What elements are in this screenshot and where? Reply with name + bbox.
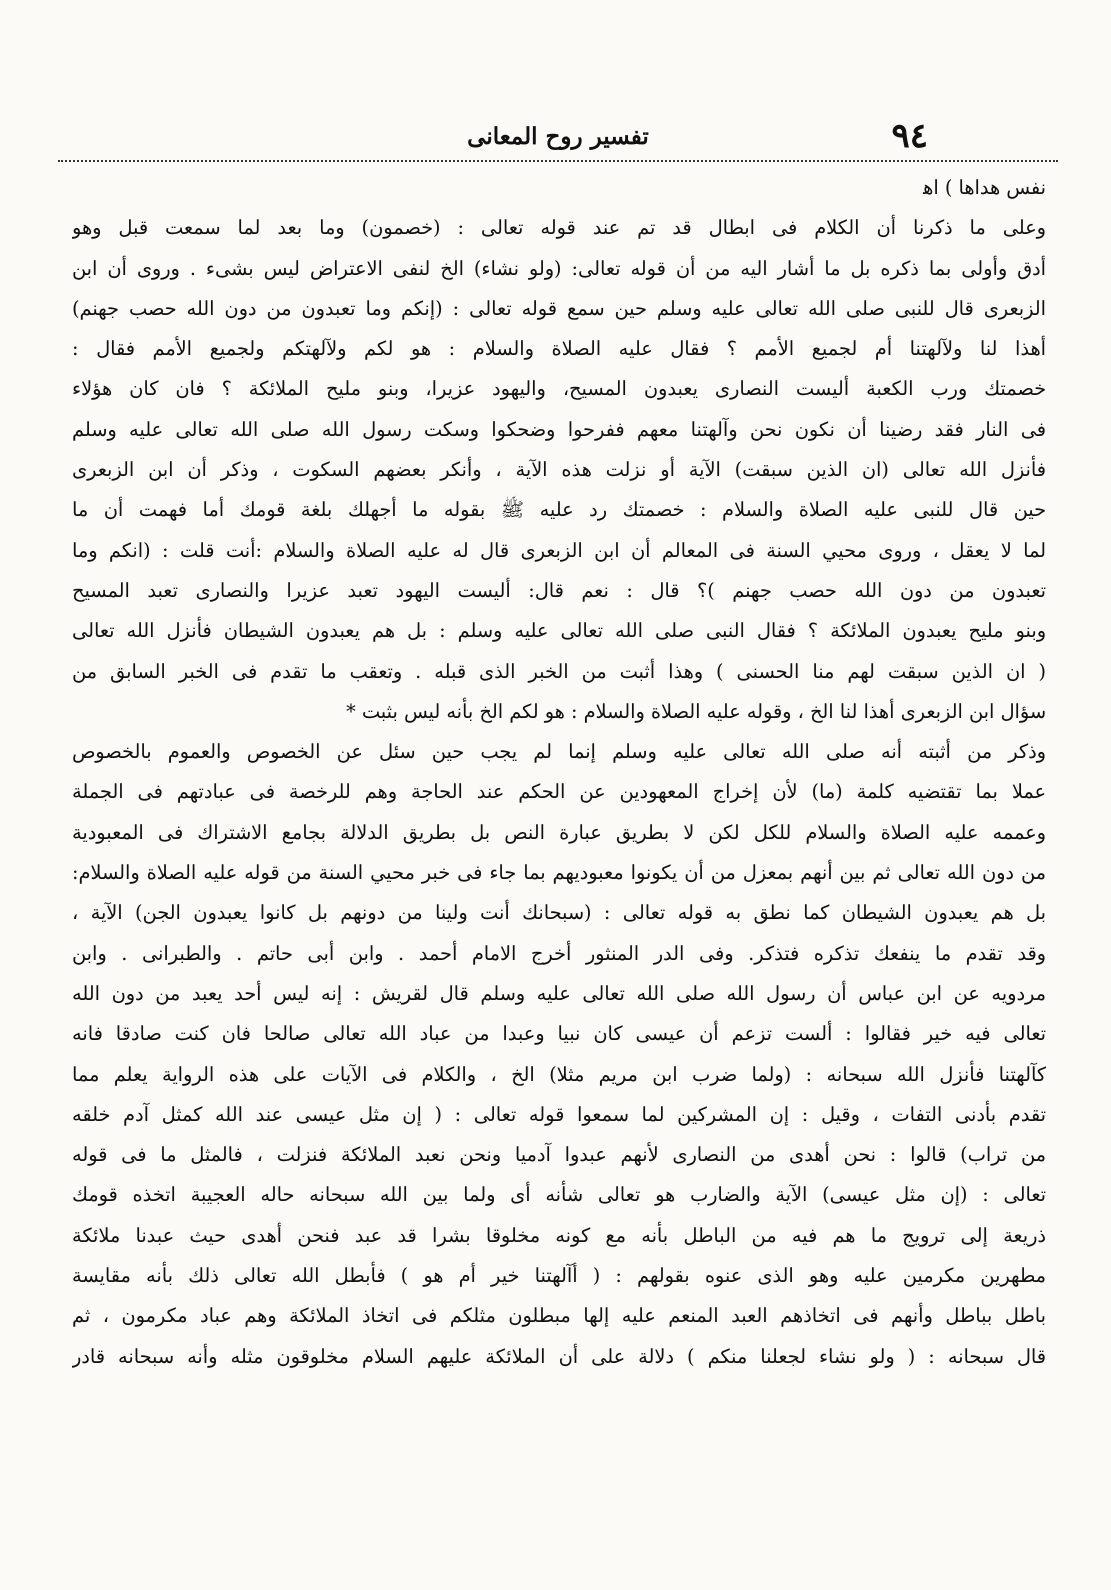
text-line: وذكر من أثبته أنه صلى الله تعالى عليه وسلم إنما لم يجب حين سئل عن الخصوص والعموم بالخصوص: [72, 740, 1046, 764]
text-line: بل هم يعبدون الشيطان كما نطق به قوله تعالى : (سبحانك أنت ولينا من دونهم بل كانوا يعبدون الجن) الآية ،: [72, 901, 1046, 925]
page-header: [58, 116, 1058, 160]
text-line: حين قال للنبى عليه الصلاة والسلام : خصمتك رد عليه ﷺ بقوله ما أجهلك بلغة قومك أما فهمت أن ما: [72, 498, 1046, 522]
text-line: وقد تقدم ما ينفعك تذكره فتذكر. وفى الدر المنثور أخرج الامام أحمد . وابن أبى حاتم . والطبرانى . وابن: [72, 941, 1046, 965]
text-line: نفس هداها ) اه‍: [923, 176, 1046, 199]
text-line: من تراب) قالوا : نحن أهدى من النصارى لأنهم عبدوا آدميا ونحن نعبد الملائكة فنزلت ، فالمثل ما فى قوله: [72, 1143, 1046, 1167]
text-line: تعبدون من دون الله حصب جهنم )؟ قال : نعم قال: أليست اليهود تعبد عزيرا والنصارى تعبد المسيح: [72, 578, 1046, 602]
text-line: فأنزل الله تعالى (ان الذين سبقت) الآية أو نزلت هذه الآية ، وأنكر بعضهم السكوت ، وذكر أن ابن الزبعرى: [72, 458, 1046, 482]
text-line: لما لا يعقل ، وروى محيي السنة فى المعالم أن ابن الزبعرى قال له عليه الصلاة والسلام :أنت قلت : (انكم وما: [72, 538, 1046, 562]
text-line: باطل بباطل وأنهم فى اتخاذهم العبد المنعم عليه إلها مبطلون مثلكم فى اتخاذ الملائكة وهم عباد مكرمون ، ثم: [72, 1304, 1046, 1328]
text-line: وبنو مليح يعبدون الملائكة ؟ فقال النبى صلى الله تعالى عليه وسلم : بل هم يعبدون الشيطان فأنزل الله تعالى: [72, 619, 1046, 643]
text-line: من دون الله تعالى ثم بين أنهم بمعزل من أن يكونوا معبوديهم بما جاء فى خبر محيي السنة من قوله عليه الصلاة والسلام:: [72, 861, 1046, 885]
body-text: [72, 168, 1046, 1377]
text-line: عملا بما تقتضيه كلمة (ما) لأن إخراج المعهودين عن الحكم عند الحاجة وهم للرخصة فى عبادتهم فى الجملة: [72, 780, 1046, 804]
text-line: كآلهتنا فأنزل الله سبحانه : (ولما ضرب ابن مريم مثلا) الخ ، والكلام فى الآيات على هذه الرواية يعلم مما: [72, 1062, 1046, 1086]
text-line: تعالى : (إن مثل عيسى) الآية والضارب هو تعالى شأنه أى ولما بين الله سبحانه حاله العجيبة اتخذه قومك: [72, 1183, 1046, 1207]
text-line: ( ان الذين سبقت لهم منا الحسنى ) وهذا أثبت من الخبر الذى قبله . وتعقب ما تقدم فى الخبر السابق من: [72, 659, 1046, 683]
text-line: مردويه عن ابن عباس أن رسول الله صلى الله تعالى عليه وسلم قال لقريش : إنه ليس أحد يعبد من دون الله: [72, 981, 1046, 1005]
page-number: ٩٤: [891, 116, 928, 156]
text-line: أهذا لنا ولآلهتنا أم لجميع الأمم ؟ فقال عليه الصلاة والسلام : هو لكم ولآلهتكم ولجميع الأمم فقال :: [72, 337, 1046, 361]
text-line: تقدم بأدنى التفات ، وقيل : إن المشركين لما سمعوا قوله تعالى : ( إن مثل عيسى عند الله كمثل آدم خلقه: [72, 1102, 1046, 1126]
text-line: الزبعرى قال للنبى صلى الله تعالى عليه وسلم حين سمع قوله تعالى : (إنكم وما تعبدون من دون الله حصب جهنم): [72, 296, 1046, 320]
text-line: تعالى فيه خير فقالوا : ألست تزعم أن عيسى كان نبيا وعبدا من عباد الله تعالى صالحا فان كنت صادقا فانه: [72, 1022, 1046, 1046]
text-line: خصمتك ورب الكعبة أليست النصارى يعبدون المسيح، واليهود عزيرا، وبنو مليح الملائكة ؟ فان كان هؤلاء: [72, 377, 1046, 401]
text-line: فى النار فقد رضينا أن نكون نحن وآلهتنا معهم ففرحوا وضحكوا وسكت رسول الله صلى الله تعالى عليه وسلم: [72, 417, 1046, 441]
text-line: ذريعة إلى ترويج ما هم فيه من الباطل بأنه مع كونه مخلوقا بشرا قد عبد فنحن أهدى حيث عبدنا ملائكة: [72, 1223, 1046, 1247]
header-divider: [58, 160, 1058, 162]
text-line: وعلى ما ذكرنا أن الكلام فى ابطال قد تم عند قوله تعالى : (خصمون) وما بعد لما سمعت قبل وهو: [72, 216, 1046, 240]
running-title: تفسير روح المعانى: [467, 123, 649, 150]
text-line: وعممه عليه الصلاة والسلام للكل لكن لا بطريق عبارة النص بل بطريق الدلالة بجامع الاشتراك فى المعبودية: [72, 820, 1046, 844]
text-line: مطهرين مكرمين عليه وهو الذى عنوه بقولهم : ( أآلهتنا خير أم هو ) فأبطل الله تعالى ذلك بأنه مقايسة: [72, 1264, 1046, 1288]
text-line: سؤال ابن الزبعرى أهذا لنا الخ ، وقوله عليه الصلاة والسلام : هو لكم الخ بأنه ليس بثبت *: [346, 699, 1046, 723]
text-line: أدق وأولى بما ذكره بل ما أشار اليه من أن قوله تعالى: (ولو نشاء) الخ لنفى الاعتراض ليس بشىء . وروى أن ابن: [72, 256, 1046, 280]
text-line: قال سبحانه : ( ولو نشاء لجعلنا منكم ) دلالة على أن الملائكة عليهم السلام مخلوقون مثله وأنه سبحانه قادر: [72, 1344, 1046, 1368]
